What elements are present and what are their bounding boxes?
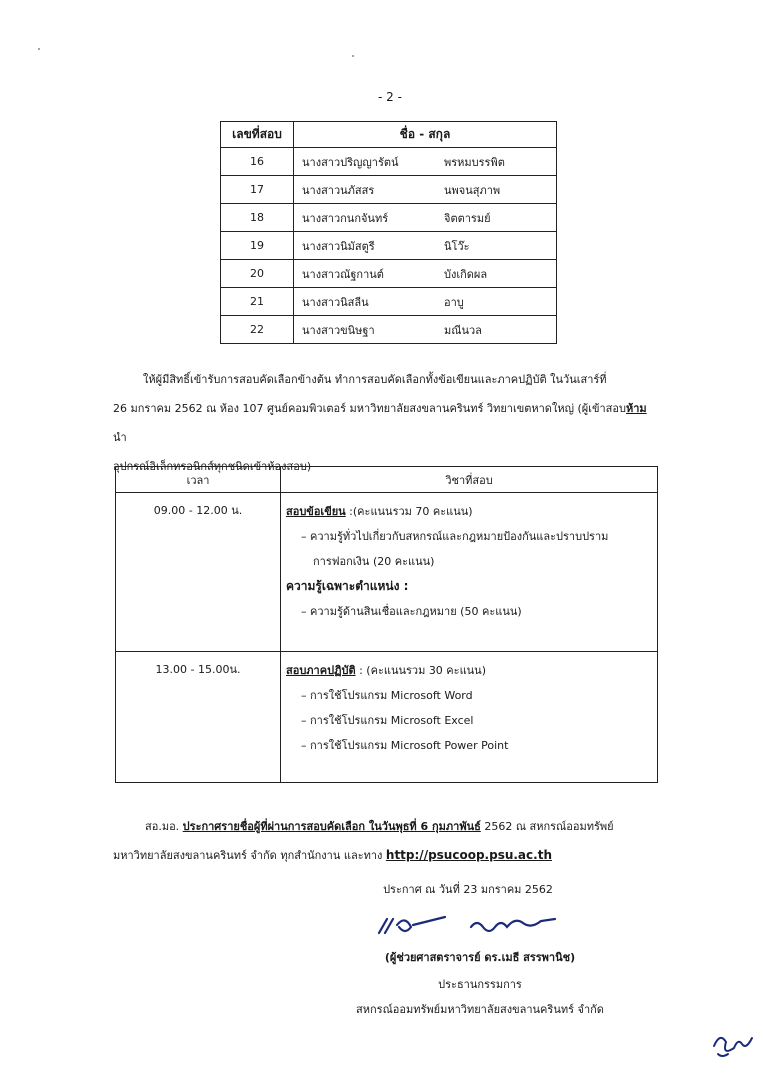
announcement-highlight: ประกาศรายชื่อผู้ที่ผ่านการสอบคัดเลือก ในวันพุธที่ 6 กุมภาพันธ์ bbox=[182, 820, 481, 833]
header-time: เวลา bbox=[116, 467, 281, 493]
table-row bbox=[221, 148, 557, 176]
general-knowledge-item: – ความรู้ทั่วไปเกี่ยวกับสหกรณ์และกฎหมายป้องกันและปราบปราม bbox=[301, 530, 609, 543]
announcement-line-1 bbox=[145, 812, 685, 841]
schedule-table bbox=[115, 466, 658, 783]
intro-line-1: ให้ผู้มีสิทธิ์เข้ารับการสอบคัดเลือกข้างต้น ทำการสอบคัดเลือกทั้งข้อเขียนและภาคปฏิบัติ ในวันเสาร์ที่ bbox=[143, 373, 607, 386]
candidate-name: นางสาวปริญญารัตน์ bbox=[294, 148, 443, 176]
exam-number: 20 bbox=[221, 260, 294, 288]
candidate-name: นางสาวขนิษฐา bbox=[294, 316, 443, 344]
practical-exam-heading bbox=[286, 658, 657, 683]
written-exam-score: :(คะแนนรวม 70 คะแนน) bbox=[345, 505, 473, 518]
announcement-prefix: สอ.มอ. bbox=[145, 820, 183, 833]
scan-speck bbox=[38, 48, 40, 50]
announcement-line-1-end: 2562 ณ สหกรณ์ออมทรัพย์ bbox=[480, 820, 614, 833]
exam-number: 22 bbox=[221, 316, 294, 344]
exam-number: 18 bbox=[221, 204, 294, 232]
candidates-table bbox=[220, 121, 557, 344]
announcement-line-2-text: มหาวิทยาลัยสงขลานครินทร์ จำกัด ทุกสำนักงาน และทาง bbox=[113, 849, 386, 862]
candidate-surname: อาบู bbox=[442, 288, 557, 316]
practical-exam-score: : (คะแนนรวม 30 คะแนน) bbox=[355, 664, 486, 677]
intro-line-2 bbox=[113, 394, 658, 452]
session-time: 13.00 - 15.00น. bbox=[116, 652, 281, 783]
intro-prohibited-word: ห้าม bbox=[625, 402, 647, 415]
exam-number: 17 bbox=[221, 176, 294, 204]
intro-paragraph bbox=[113, 365, 658, 481]
scan-speck bbox=[352, 55, 354, 57]
candidate-name: นางสาวนภัสสร bbox=[294, 176, 443, 204]
announcement-paragraph bbox=[113, 812, 685, 870]
candidate-name: นางสาวนิสลีน bbox=[294, 288, 443, 316]
candidate-surname: นพจนสุภาพ bbox=[442, 176, 557, 204]
candidate-surname: นิโว๊ะ bbox=[442, 232, 557, 260]
schedule-header-row bbox=[116, 467, 658, 493]
table-row bbox=[221, 232, 557, 260]
written-exam-title: สอบข้อเขียน bbox=[286, 505, 346, 518]
signatory-position: ประธานกรรมการ bbox=[438, 978, 522, 991]
header-subject: วิชาที่สอบ bbox=[281, 467, 658, 493]
session-subjects bbox=[281, 652, 658, 783]
session-subjects bbox=[281, 493, 658, 652]
signatory-name: (ผู้ช่วยศาสตราจารย์ ดร.เมธี สรรพานิช) bbox=[384, 951, 576, 964]
candidate-surname: มณีนวล bbox=[442, 316, 557, 344]
table-row bbox=[221, 316, 557, 344]
table-row bbox=[221, 176, 557, 204]
specific-knowledge-item: – ความรู้ด้านสินเชื่อและกฎหมาย (50 คะแนน) bbox=[301, 605, 522, 618]
general-knowledge-item-cont: การฟอกเงิน (20 คะแนน) bbox=[313, 555, 435, 568]
candidate-surname: บังเกิดผล bbox=[442, 260, 557, 288]
page-number: - 2 - bbox=[378, 90, 402, 104]
table-row bbox=[221, 260, 557, 288]
table-row bbox=[116, 493, 658, 652]
intro-line-3: อุปกรณ์อิเล็กทรอนิกส์ทุกชนิดเข้าห้องสอบ) bbox=[113, 460, 312, 473]
signatory-organization: สหกรณ์ออมทรัพย์มหาวิทยาลัยสงขลานครินทร์ จำกัด bbox=[356, 1003, 604, 1016]
table-row bbox=[221, 288, 557, 316]
table-row bbox=[221, 204, 557, 232]
exam-number: 19 bbox=[221, 232, 294, 260]
announcement-date: ประกาศ ณ วันที่ 23 มกราคม 2562 bbox=[383, 883, 553, 896]
header-full-name: ชื่อ - สกุล bbox=[294, 122, 557, 148]
candidate-surname: พรหมบรรพิต bbox=[442, 148, 557, 176]
initials-mark bbox=[708, 1018, 758, 1063]
exam-number: 16 bbox=[221, 148, 294, 176]
candidate-surname: จิตตารมย์ bbox=[442, 204, 557, 232]
candidate-name: นางสาวนิมัสตูรี bbox=[294, 232, 443, 260]
header-exam-number: เลขที่สอบ bbox=[221, 122, 294, 148]
candidate-name: นางสาวกนกจันทร์ bbox=[294, 204, 443, 232]
written-exam-heading bbox=[286, 499, 657, 524]
practical-item: – การใช้โปรแกรม Microsoft Power Point bbox=[301, 739, 509, 752]
exam-number: 21 bbox=[221, 288, 294, 316]
specific-knowledge-title: ความรู้เฉพาะตำแหน่ง : bbox=[286, 579, 409, 593]
table-row bbox=[116, 652, 658, 783]
announcement-line-2 bbox=[113, 841, 685, 870]
session-time: 09.00 - 12.00 น. bbox=[116, 493, 281, 652]
practical-exam-title: สอบภาคปฏิบัติ bbox=[286, 664, 356, 677]
website-link[interactable]: http://psucoop.psu.ac.th bbox=[385, 848, 552, 862]
intro-line-2-text: 26 มกราคม 2562 ณ ห้อง 107 ศูนย์คอมพิวเตอร์ มหาวิทยาลัยสงขลานครินทร์ วิทยาเขตหาดใหญ่ (ผู้เข้าสอบ bbox=[113, 402, 626, 415]
practical-item: – การใช้โปรแกรม Microsoft Word bbox=[301, 689, 473, 702]
practical-item: – การใช้โปรแกรม Microsoft Excel bbox=[301, 714, 474, 727]
candidates-header-row bbox=[221, 122, 557, 148]
candidate-name: นางสาวณัฐกานต์ bbox=[294, 260, 443, 288]
intro-line-2-end: นำ bbox=[113, 431, 127, 444]
signature-image bbox=[375, 905, 560, 945]
